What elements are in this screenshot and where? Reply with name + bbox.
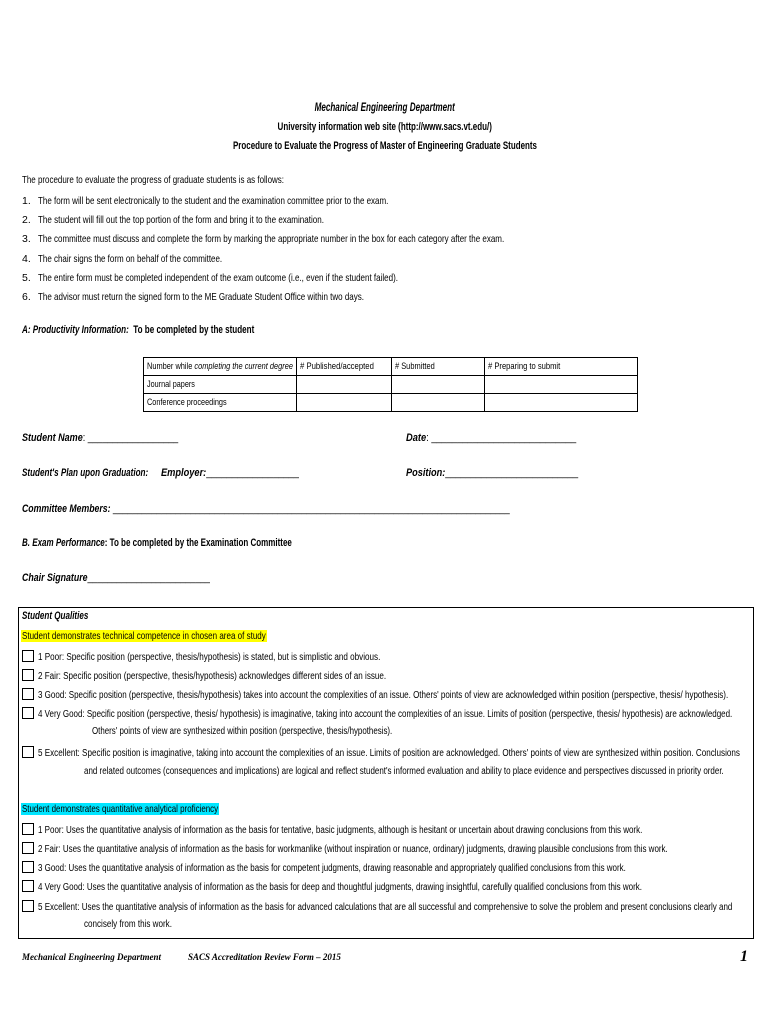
technical-option-5-continued: and related outcomes (consequences and implications) are logical and reflect student's informed evaluation and ability to place evidence and perspectives discussed in priority order. [84, 766, 724, 777]
checkbox[interactable] [22, 669, 34, 681]
technical-option-5[interactable]: 5 Excellent: Specific position is imaginative, taking into account the complexities of an issue. Limits of position are acknowledged. Others' points of view are synthesized within position. Conclusions [22, 746, 740, 759]
employer-field[interactable]: Employer:__________________ [161, 467, 299, 479]
date-field[interactable]: Date: ____________________________ [406, 432, 577, 444]
procedure-title: Procedure to Evaluate the Progress of Master of Engineering Graduate Students [233, 140, 537, 152]
quantitative-option-3[interactable]: 3 Good: Uses the quantitative analysis of information as the basis for competent judgments, drawing reasonable and appropriately qualified conclusions from this work. [22, 861, 626, 874]
procedure-list [22, 192, 504, 307]
page-number: 1 [740, 948, 748, 965]
checkbox[interactable] [22, 842, 34, 854]
quantitative-proficiency-heading: Student demonstrates quantitative analytical proficiency [22, 803, 219, 815]
committee-members-field[interactable]: Committee Members: __________________________________________________________________________________ [22, 503, 510, 515]
technical-option-2[interactable]: 2 Fair: Specific position (perspective, thesis/hypothesis) acknowledges different sides of an issue. [22, 669, 386, 682]
checkbox[interactable] [22, 707, 34, 719]
table-input-cell[interactable] [297, 376, 392, 394]
quantitative-option-4[interactable]: 4 Very Good: Uses the quantitative analysis of information as the basis for deep and thoughtful judgments, drawing insightful, carefully qualified conclusions from this work. [22, 880, 642, 893]
technical-option-1[interactable]: 1 Poor: Specific position (perspective, thesis/hypothesis) is stated, but is simplistic and obvious. [22, 650, 380, 663]
procedure-step: 1. The form will be sent electronically to the student and the examination committee prior to the exam. [22, 195, 389, 207]
table-row-label: Conference proceedings [144, 394, 297, 412]
checkbox[interactable] [22, 823, 34, 835]
table-input-cell[interactable] [392, 394, 485, 412]
productivity-table [143, 357, 638, 412]
quantitative-option-5-continued: concisely from this work. [84, 919, 172, 930]
table-row [144, 394, 638, 412]
technical-option-4[interactable]: 4 Very Good: Specific position (perspective, thesis/ hypothesis) is imaginative, taking into account the complexities of an issue. Limits of position (perspective, thesis/ hypothesis) are acknowledged. [22, 707, 732, 720]
checkbox[interactable] [22, 688, 34, 700]
section-b-heading [22, 537, 292, 549]
table-header-cell: # Submitted [392, 358, 485, 376]
website-line: University information web site (http://www.sacs.vt.edu/) [277, 121, 493, 133]
section-b-title: B. Exam Performance [22, 537, 105, 549]
position-field[interactable]: Position:__________________________ [406, 467, 579, 479]
procedure-step: 3. The committee must discuss and complete the form by marking the appropriate number in the box for each category after the exam. [22, 233, 505, 246]
procedure-step: 6. The advisor must return the signed form to the ME Graduate Student Office within two days. [22, 290, 365, 303]
checkbox[interactable] [22, 880, 34, 892]
table-header-row [144, 358, 638, 376]
table-input-cell[interactable] [485, 376, 638, 394]
technical-competence-heading: Student demonstrates technical competence in chosen area of study [22, 630, 266, 642]
section-a-heading [22, 324, 254, 336]
section-a-subtitle: To be completed by the student [133, 324, 255, 336]
plan-label: Student's Plan upon Graduation: [22, 467, 149, 479]
checkbox[interactable] [22, 861, 34, 873]
table-row [144, 376, 638, 394]
checkbox[interactable] [22, 746, 34, 758]
table-header-cell: Number while completing the current degree [144, 358, 297, 376]
section-b-subtitle: : To be completed by the Examination Committee [104, 537, 292, 549]
quantitative-option-1[interactable]: 1 Poor: Uses the quantitative analysis of information as the basis for tentative, basic judgments, although is hesitant or uncertain about drawing conclusions from this work. [22, 823, 642, 836]
table-header-cell: # Published/accepted [297, 358, 392, 376]
footer-department: Mechanical Engineering Department [22, 952, 162, 962]
table-header-cell: # Preparing to submit [485, 358, 638, 376]
checkbox[interactable] [22, 650, 34, 662]
table-input-cell[interactable] [392, 376, 485, 394]
procedure-step: 4. The chair signs the form on behalf of the committee. [22, 252, 223, 265]
procedure-step: 5. The entire form must be completed independent of the exam outcome (i.e., even if the student failed). [22, 271, 399, 284]
table-row-label: Journal papers [144, 376, 297, 394]
department-heading: Mechanical Engineering Department [314, 100, 456, 114]
procedure-step: 2. The student will fill out the top portion of the form and bring it to the examination. [22, 214, 324, 227]
intro-text: The procedure to evaluate the progress of graduate students is as follows: [22, 174, 284, 186]
chair-signature-field[interactable]: Chair Signature_________________________ [22, 572, 210, 584]
footer-form-name: SACS Accreditation Review Form – 2015 [188, 952, 341, 962]
checkbox[interactable] [22, 900, 34, 912]
student-qualities-title: Student Qualities [22, 610, 89, 622]
technical-option-3[interactable]: 3 Good: Specific position (perspective, thesis/hypothesis) takes into account the complexities of an issue. Others' points of view are acknowledged within position (perspective, thesis/ hypothesis). [22, 688, 728, 701]
table-input-cell[interactable] [297, 394, 392, 412]
student-name-field[interactable]: Student Name: __________________ [22, 432, 179, 444]
section-a-title: A: Productivity Information: [22, 324, 129, 336]
quantitative-option-5[interactable]: 5 Excellent: Uses the quantitative analysis of information as the basis for advanced calculations that are all successful and comprehensive to solve the problem and present conclusions clearly and [22, 900, 732, 913]
technical-option-4-continued: Others' points of view are synthesized within position (perspective, thesis/hypothesis). [92, 726, 393, 737]
quantitative-option-2[interactable]: 2 Fair: Uses the quantitative analysis of information as the basis for workmanlike (without inspiration or nuance, ordinary) judgments, drawing plausible conclusions from this work. [22, 842, 668, 855]
table-input-cell[interactable] [485, 394, 638, 412]
